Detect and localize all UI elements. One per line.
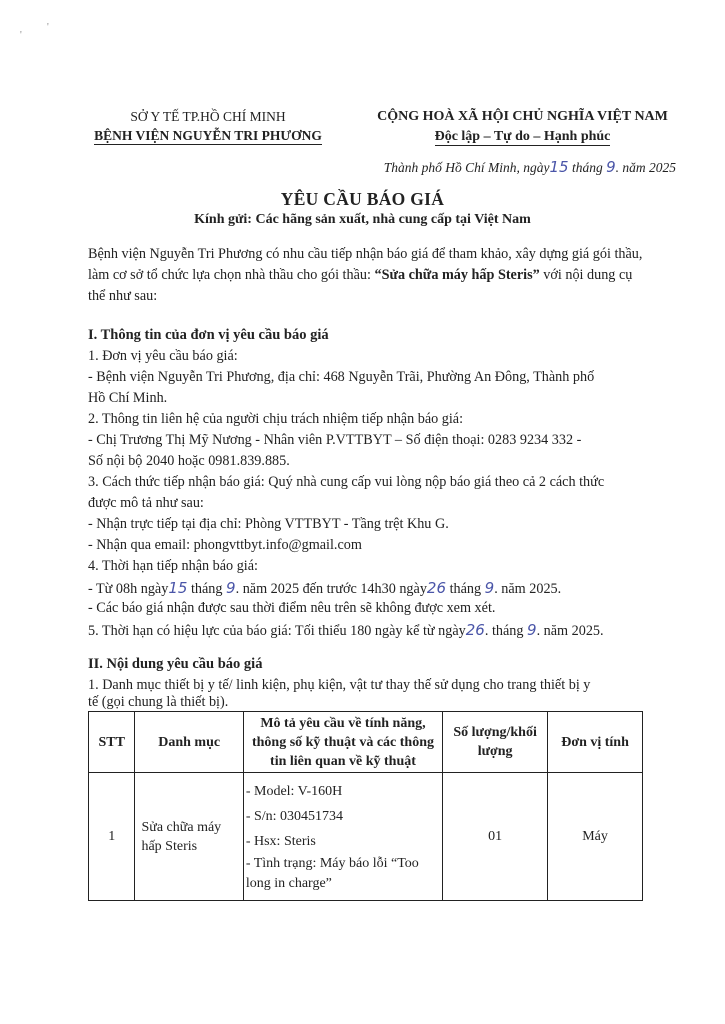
document-title: YÊU CẦU BÁO GIÁ [280,189,445,209]
row-unit: Máy [548,773,643,901]
section2-item1: 1. Danh mục thiết bị y tế/ linh kiện, phụ kiện, vật tư thay thế sử dụng cho trang thiết bị y [88,677,591,693]
document-date: Thành phố Hồ Chí Minh, ngày15 tháng 9. năm 2025 [383,158,676,176]
equipment-table [88,711,643,901]
section1-item3-cont: được mô tả như sau: [88,495,204,511]
section1-item3-email: - Nhận qua email: phongvttbyt.info@gmail.com [88,537,362,553]
col-header-desc: Mô tả yêu cầu về tính năng, thông số kỹ thuật và các thông tin liên quan về kỹ thuật [243,712,442,773]
col-header-unit: Đơn vị tính [548,712,643,773]
handwritten-month: 9 [226,579,236,597]
issuer-department: SỞ Y TẾ TP.HỒ CHÍ MINH [130,109,286,124]
handwritten-day: 15 [168,579,188,597]
scan-speck: ' [47,22,49,33]
section1-item1-detail: - Bệnh viện Nguyễn Tri Phương, địa chỉ: 468 Nguyễn Trãi, Phường An Đông, Thành phố [88,369,595,385]
intro-paragraph: Bệnh viện Nguyễn Tri Phương có nhu cầu tiếp nhận báo giá để tham khảo, xây dựng giá gói thầu, làm cơ sở tổ chức lựa chọn nhà thầu cho gói thầu: “Sửa chữa máy hấp Steris” với nội dung cụ thể như sau: [88,246,643,304]
section1-item3: 3. Cách thức tiếp nhận báo giá: Quý nhà cung cấp vui lòng nộp báo giá theo cả 2 cách thức [88,474,605,490]
section1-item3-direct: - Nhận trực tiếp tại địa chỉ: Phòng VTTBYT - Tầng trệt Khu G. [88,516,449,532]
col-header-stt: STT [89,712,135,773]
national-motto: Độc lập – Tự do – Hạnh phúc [434,129,611,144]
handwritten-month: 9 [527,621,537,639]
row-name: Sửa chữa máy hấp Steris [135,773,243,901]
row-qty: 01 [443,773,548,901]
national-title: CỘNG HOÀ XÃ HỘI CHỦ NGHĨA VIỆT NAM [377,109,668,124]
handwritten-day: 26 [426,579,447,597]
section1-item5: 5. Thời hạn có hiệu lực của báo giá: Tối thiểu 180 ngày kể từ ngày26. tháng 9. năm 2025. [88,621,604,639]
row-description [243,773,442,901]
section1-item2-detail: - Chị Trương Thị Mỹ Nương - Nhân viên P.VTTBYT – Số điện thoại: 0283 9234 332 - [88,432,582,448]
row-model: - Model: V-160H [245,784,343,799]
handwritten-month: 9 [606,158,616,176]
row-maker: - Hsx: Steris [245,834,316,849]
section1-item4-range: - Từ 08h ngày15 tháng 9. năm 2025 đến trước 14h30 ngày26 tháng 9. năm 2025. [88,579,562,597]
row-status: - Tình trạng: Máy báo lỗi “Too long in charge” [245,856,419,891]
section1-item2: 2. Thông tin liên hệ của người chịu trách nhiệm tiếp nhận báo giá: [88,411,464,427]
handwritten-month: 9 [484,579,495,597]
section1-item2-detail-cont: Số nội bộ 2040 hoặc 0981.839.885. [88,453,290,469]
row-stt: 1 [89,773,135,901]
table-row [89,773,643,901]
national-header [360,107,685,147]
row-serial: - S/n: 030451734 [245,809,344,824]
section1-item4: 4. Thời hạn tiếp nhận báo giá: [88,558,258,574]
issuer-block [78,107,338,145]
col-header-qty: Số lượng/khối lượng [443,712,548,773]
section1-item1: 1. Đơn vị yêu cầu báo giá: [88,348,238,364]
section1-heading: I. Thông tin của đơn vị yêu cầu báo giá [88,327,329,343]
section1-item1-detail-cont: Hồ Chí Minh. [88,390,168,406]
table-header-row [89,712,643,773]
issuer-hospital: BỆNH VIỆN NGUYỄN TRI PHƯƠNG [94,128,322,143]
handwritten-day: 15 [549,158,569,176]
col-header-name: Danh mục [135,712,243,773]
section2-item1-cont: tế (gọi chung là thiết bị). [88,694,229,710]
document-recipient: Kính gửi: Các hãng sản xuất, nhà cung cấp tại Việt Nam [194,212,531,227]
section2-heading: II. Nội dung yêu cầu báo giá [88,656,263,672]
section1-item4-note: - Các báo giá nhận được sau thời điểm nêu trên sẽ không được xem xét. [88,600,496,616]
package-name: “Sửa chữa máy hấp Steris” [374,267,540,283]
handwritten-day: 26 [465,621,485,639]
scan-speck: ' [20,30,22,41]
